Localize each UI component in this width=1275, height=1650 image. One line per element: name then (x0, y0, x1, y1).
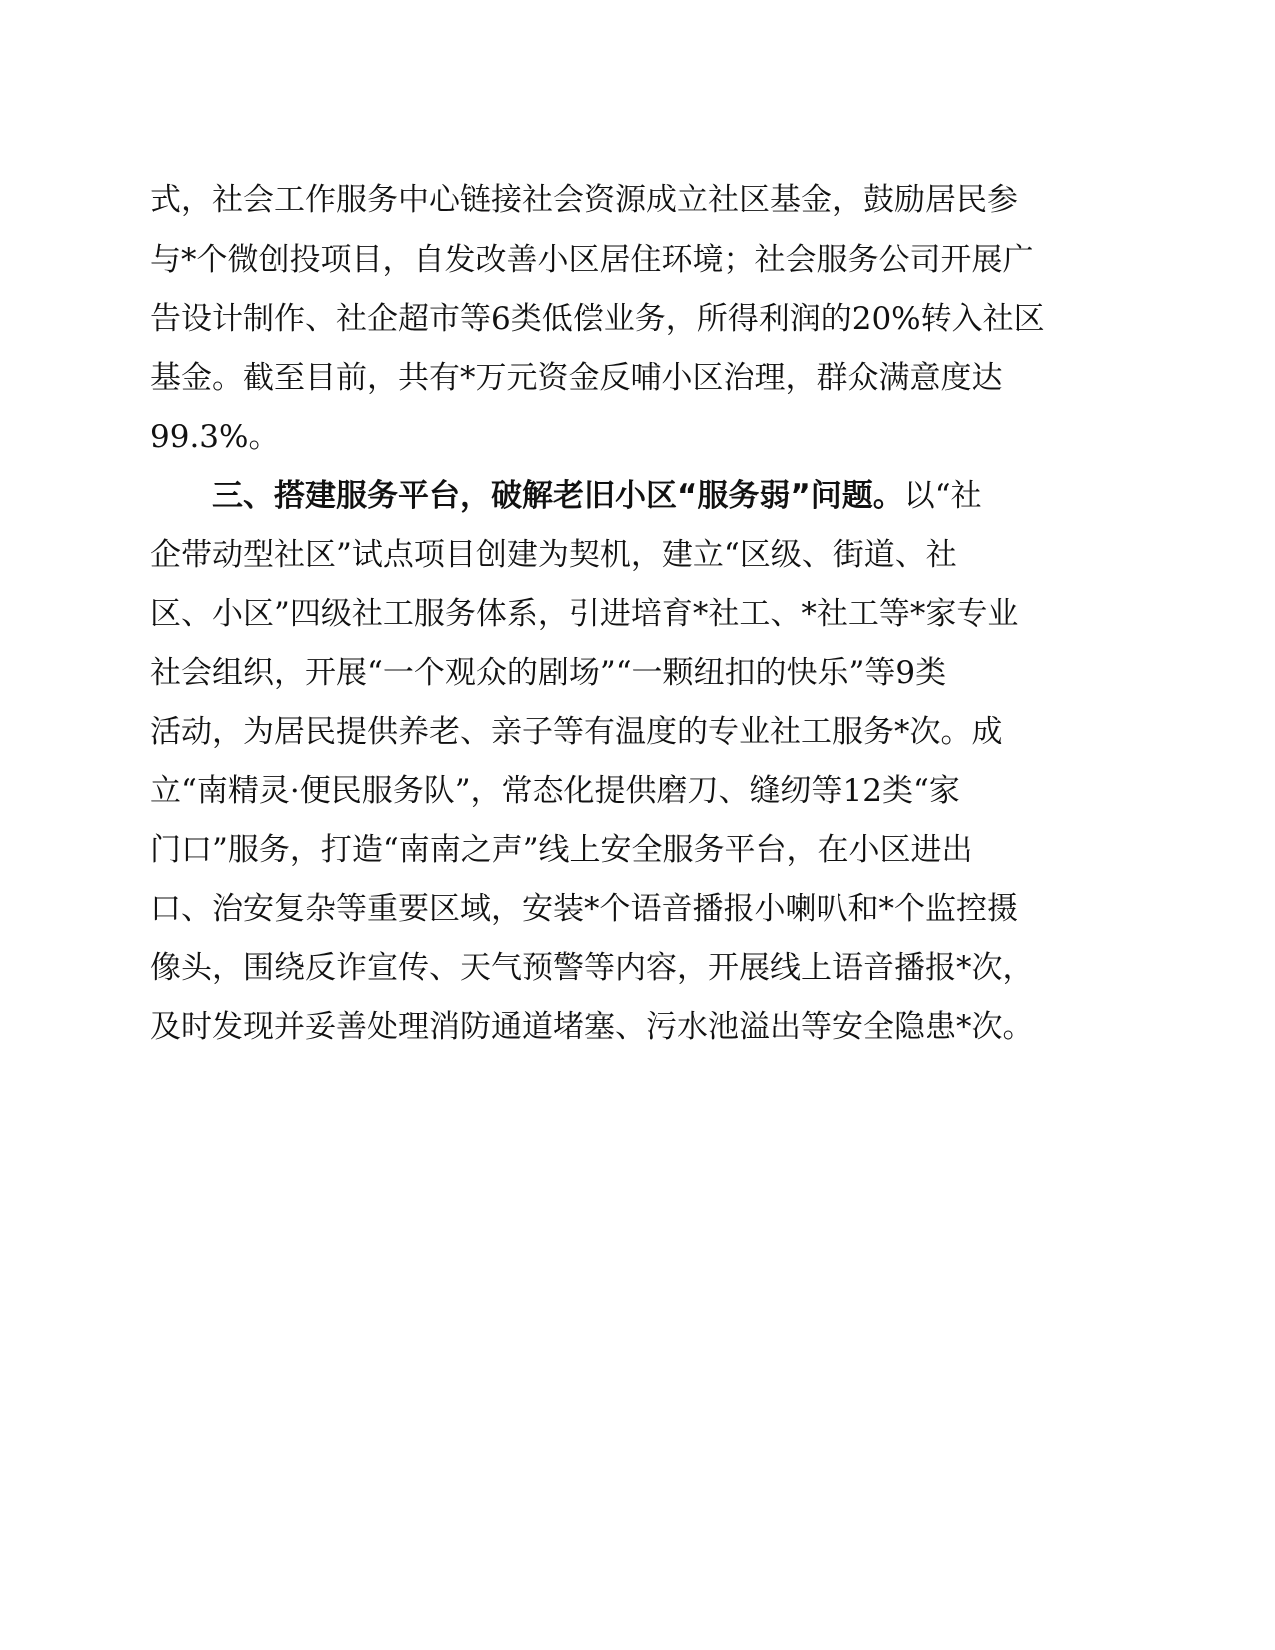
text-line: 立“南精灵·便民服务队”，常态化提供磨刀、缝纫等12类“家 (150, 773, 960, 809)
text-line: 像头，围绕反诈宣传、天气预警等内容，开展线上语音播报*次， (150, 950, 1034, 986)
text-line: 与*个微创投项目，自发改善小区居住环境；社会服务公司开展广 (150, 242, 1034, 278)
text-line: 企带动型社区”试点项目创建为契机，建立“区级、街道、社 (150, 537, 957, 573)
text-line: 基金。截至目前，共有*万元资金反哺小区治理，群众满意度达 (150, 360, 1003, 396)
text-line: 区、小区”四级社工服务体系，引进培育*社工、*社工等*家专业 (150, 596, 1019, 632)
text-line: 及时发现并妥善处理消防通道堵塞、污水池溢出等安全隐患*次。 (150, 1009, 1034, 1045)
section-3-first-line (212, 476, 982, 516)
text-line: 告设计制作、社企超市等6类低偿业务，所得利润的20%转入社区 (150, 301, 1045, 337)
text-line: 社会组织，开展“一个观众的剧场”“一颗纽扣的快乐”等9类 (150, 655, 947, 691)
section-3-first-line-text: 以“社 (903, 478, 982, 514)
text-line: 99.3%。 (150, 419, 280, 455)
section-3-heading: 三、搭建服务平台，破解老旧小区“服务弱”问题。 (212, 478, 904, 514)
text-line: 式，社会工作服务中心链接社会资源成立社区基金，鼓励居民参 (150, 182, 1018, 218)
text-line: 门口”服务，打造“南南之声”线上安全服务平台，在小区进出 (150, 832, 973, 868)
text-line: 口、治安复杂等重要区域，安装*个语音播报小喇叭和*个监控摄 (150, 891, 1018, 927)
text-line: 活动，为居民提供养老、亲子等有温度的专业社工服务*次。成 (150, 714, 1003, 750)
